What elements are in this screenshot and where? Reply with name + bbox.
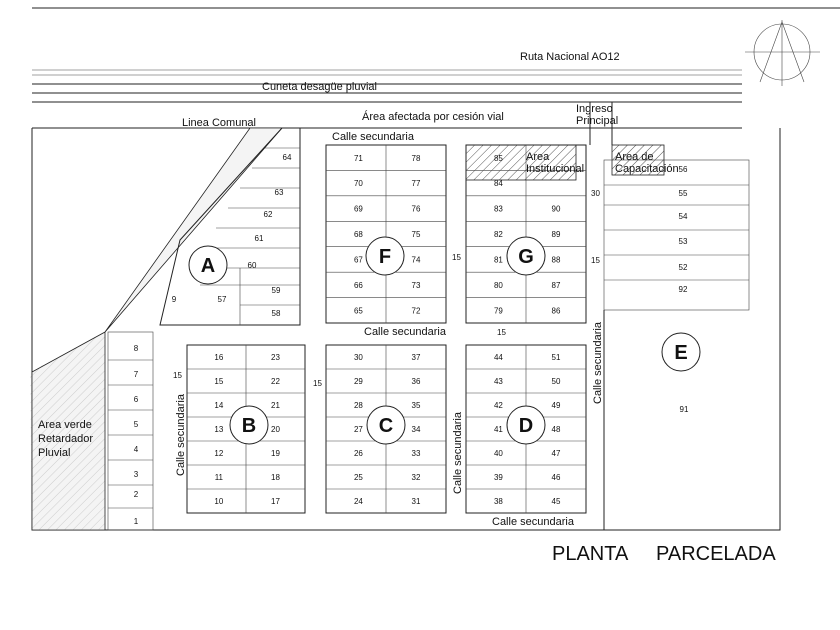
- lot-number: 50: [551, 376, 561, 386]
- lot-number: 12: [214, 448, 224, 458]
- lot-number: 84: [493, 179, 503, 189]
- lot-number: 66: [353, 280, 363, 290]
- lot-number: 87: [551, 280, 561, 290]
- block-letter: B: [241, 415, 257, 437]
- lot-number: 27: [353, 424, 363, 434]
- lot-number: 11: [214, 472, 224, 482]
- lot-number: 5: [133, 420, 139, 429]
- lot-number: 92: [678, 285, 688, 294]
- lot-number: 20: [271, 424, 280, 434]
- easement-label: Área afectada por cesión vial: [362, 111, 504, 123]
- lot-number: 62: [263, 210, 273, 219]
- lot-number: 79: [493, 306, 503, 316]
- block-letter: D: [518, 415, 534, 437]
- lot-number: 77: [411, 179, 421, 189]
- lot-number: 59: [271, 286, 281, 295]
- lot-number: 30: [353, 352, 363, 362]
- north-arrow-icon: [745, 20, 820, 86]
- lot-number: 64: [282, 153, 292, 162]
- lot-number: 2: [133, 490, 139, 499]
- lot-number: 58: [271, 309, 281, 318]
- training-label-2: Capacitación: [615, 163, 679, 175]
- lot-number: 89: [551, 230, 561, 240]
- lot-number: 81: [493, 255, 503, 265]
- lot-number: 82: [493, 230, 503, 240]
- drain-label: Cuneta desagüe pluvial: [262, 81, 377, 93]
- lot-number: 23: [271, 352, 280, 362]
- green-label-1: Area verde: [38, 419, 92, 431]
- lot-number: 25: [353, 472, 363, 482]
- street-label-cd: Calle secundaria: [452, 412, 464, 494]
- lot-number: 31: [411, 496, 421, 506]
- lot-number: 21: [271, 400, 280, 410]
- institutional-label-1: Area: [526, 151, 550, 163]
- lot-number: 44: [493, 352, 503, 362]
- lot-number: 33: [411, 448, 421, 458]
- lot-number: 57: [217, 295, 227, 304]
- lot-number: 17: [271, 496, 280, 506]
- lot-number: 39: [493, 472, 503, 482]
- lot-number: 52: [678, 263, 688, 272]
- lot-number: 34: [411, 424, 421, 434]
- lot-number: 6: [133, 395, 139, 404]
- lot-number: 72: [411, 306, 421, 316]
- lot-number: 37: [411, 352, 421, 362]
- lot-number: 71: [353, 153, 363, 163]
- lot-number: 18: [271, 472, 280, 482]
- street-width-2: 15: [591, 256, 600, 265]
- lot-number: 29: [353, 376, 363, 386]
- lot-number: 83: [493, 204, 503, 214]
- lot-number: 46: [551, 472, 561, 482]
- lot-number: 74: [411, 255, 421, 265]
- street-label-top: Calle secundaria: [332, 131, 414, 143]
- lot-number: 73: [411, 280, 421, 290]
- lot-number: 40: [493, 448, 503, 458]
- lot-number: 88: [551, 255, 561, 265]
- lot-number: 78: [411, 153, 421, 163]
- lot-number: 16: [214, 352, 224, 362]
- lot-number: 76: [411, 204, 421, 214]
- street-label-bottom: Calle secundaria: [492, 516, 574, 528]
- street-width-5: 15: [497, 328, 506, 337]
- lot-number: 7: [133, 370, 139, 379]
- lot-number: 36: [411, 376, 421, 386]
- lot-number: 43: [493, 376, 503, 386]
- lot-number: 4: [133, 445, 139, 454]
- street-width-3: 15: [173, 371, 182, 380]
- lot-number: 91: [679, 405, 689, 414]
- lot-number: 49: [551, 400, 561, 410]
- lot-number: 19: [271, 448, 280, 458]
- street-width-1: 15: [452, 253, 461, 262]
- lot-number: 1: [133, 517, 139, 526]
- street-label-middle: Calle secundaria: [364, 326, 446, 338]
- lot-number: 24: [353, 496, 363, 506]
- lot-number: 85: [493, 153, 503, 163]
- entrance-label-2: Principal: [576, 115, 619, 127]
- lot-number: 13: [214, 424, 224, 434]
- training-label-1: Area de: [615, 151, 654, 163]
- lot-number: 60: [247, 261, 257, 270]
- title-right: PARCELADA: [656, 543, 776, 565]
- lot-number: 69: [353, 204, 363, 214]
- lot-number: 70: [353, 179, 363, 189]
- lot-number: 67: [353, 255, 363, 265]
- entrance-label-1: Ingreso: [576, 103, 613, 115]
- lot-number: 38: [493, 496, 503, 506]
- lot-number: 10: [214, 496, 224, 506]
- lot-number: 48: [551, 424, 561, 434]
- street-label-west: Calle secundaria: [175, 394, 187, 476]
- block-letter: E: [674, 342, 688, 364]
- street-label-east: Calle secundaria: [592, 322, 604, 404]
- block-letter: G: [518, 246, 534, 268]
- block-letter: F: [378, 246, 392, 268]
- lot-number: 68: [353, 230, 363, 240]
- lot-number: 47: [551, 448, 561, 458]
- lot-number: 9: [171, 295, 177, 304]
- title-left: PLANTA: [552, 543, 629, 565]
- street-width-4: 15: [313, 379, 322, 388]
- lot-number: 22: [271, 376, 280, 386]
- lot-number: 54: [678, 212, 688, 221]
- route-label: Ruta Nacional AO12: [520, 51, 620, 63]
- lot-number: 32: [411, 472, 421, 482]
- lot-number: 14: [214, 400, 224, 410]
- lot-number: 51: [551, 352, 561, 362]
- street-width-6: 30: [591, 189, 600, 198]
- lot-number: 41: [493, 424, 503, 434]
- lot-number: 65: [353, 306, 363, 316]
- institutional-label-2: Institucional: [526, 163, 585, 175]
- lot-number: 75: [411, 230, 421, 240]
- block-letter: C: [378, 415, 394, 437]
- lot-number: 63: [274, 188, 284, 197]
- lot-number: 45: [551, 496, 561, 506]
- lot-number: 3: [133, 470, 139, 479]
- lot-number: 8: [133, 344, 139, 353]
- lot-number: 53: [678, 237, 688, 246]
- boundary-label: Linea Comunal: [182, 117, 256, 129]
- lot-number: 42: [493, 400, 503, 410]
- lot-number: 28: [353, 400, 363, 410]
- lot-number: 15: [214, 376, 224, 386]
- green-label-2: Retardador: [38, 433, 94, 445]
- lot-number: 90: [551, 204, 561, 214]
- green-label-3: Pluvial: [38, 447, 71, 459]
- lot-number: 35: [411, 400, 421, 410]
- lot-number: 26: [353, 448, 363, 458]
- block-letter: A: [200, 255, 216, 277]
- lot-number: 55: [678, 189, 688, 198]
- lot-number: 56: [678, 165, 688, 174]
- lot-number: 86: [551, 306, 561, 316]
- lot-number: 61: [254, 234, 264, 243]
- lot-number: 80: [493, 280, 503, 290]
